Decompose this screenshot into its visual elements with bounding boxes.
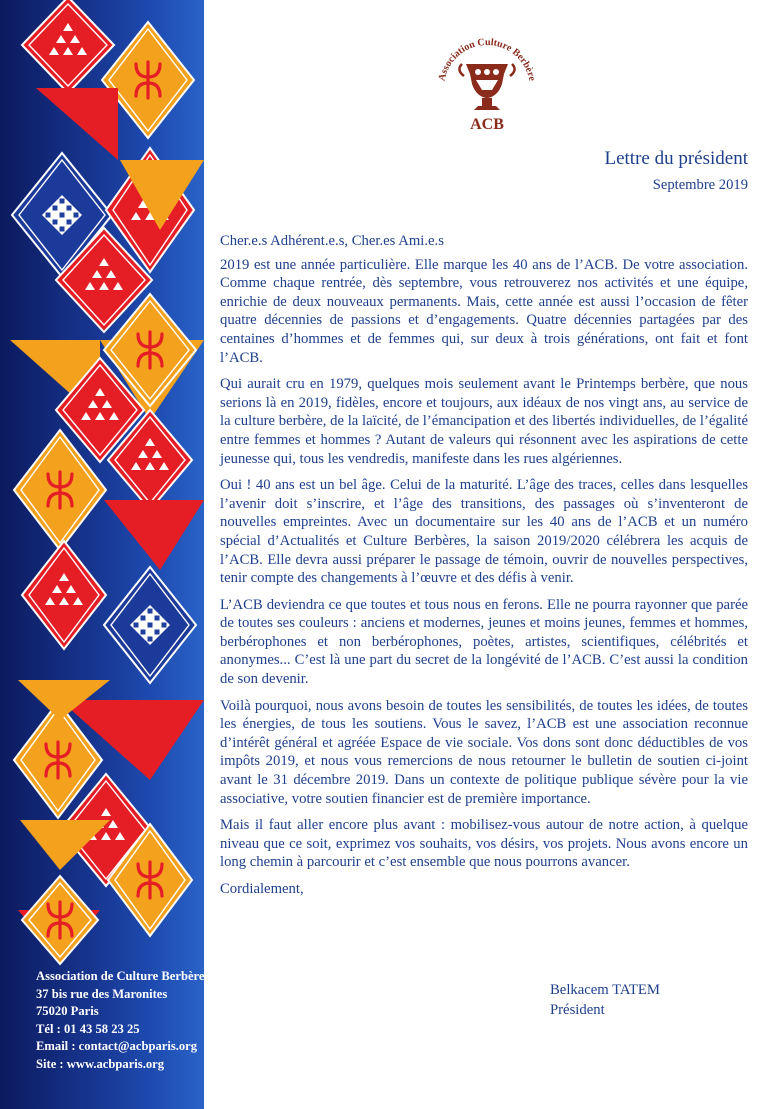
- letter-paragraph: 2019 est une année particulière. Elle marque les 40 ans de l’ACB. De votre association. Comme chaque rentrée, dès septembre, vous retrouverez nos activités et une équipe, enrichie de deux nouveaux permanents. Mais, cette année est aussi l’occasion de fêter quatre décennies de passions et d’engagements. Quatre décennies partagées par des centaines d’hommes et de femmes qui, sur deux à trois générations, ont fait et font l’ACB.: [220, 256, 748, 366]
- letter-closing: Cordialement,: [220, 881, 304, 897]
- letter-salutation: Cher.e.s Adhérent.e.s, Cher.es Ami.e.s: [220, 233, 444, 249]
- logo-ring-text: Association Culture Berbère: [436, 36, 538, 83]
- signature-block: [550, 980, 660, 1020]
- signatory-role: Président: [550, 1002, 605, 1018]
- letter-paragraph: Oui ! 40 ans est un bel âge. Celui de la maturité. L’âge des traces, celles dans lesquelles l’avenir doit s’inscrire, et l’âge des transitions, des passages où s’inventeront de nouvelles empreintes. Avec un documentaire sur les 40 ans de l’ACB et un numéro spécial d’Actualités et Culture Berbères, la saison 2019/2020 célébrera les acquis de l’ACB. Elle devra aussi préparer le passage de témoin, ouvrir de nouvelles perspectives, tenir compte des changements à l’œuvre et des défis à venir.: [220, 477, 748, 587]
- acb-logo-mark: [422, 26, 552, 136]
- red-diamond: [22, 0, 114, 93]
- decorative-triangle: [104, 500, 204, 570]
- letter-paragraph: Mais il faut aller encore plus avant : mobilisez-vous autour de notre action, à quelque niveau que ce soit, exprimez vos souhaits, vos désirs, vos projets. Nous avons encore un long chemin à parcourir et c’est ensemble que nous pourrons avancer.: [220, 817, 748, 871]
- sidebar-panel: [0, 0, 204, 1109]
- blue-diamond: [104, 567, 196, 683]
- red-diamond: [22, 541, 106, 649]
- association-name: Association de Culture Berbère: [36, 969, 204, 983]
- city-address: 75020 Paris: [36, 1004, 99, 1019]
- letter-title: Lettre du président: [604, 148, 748, 169]
- berber-pattern-decoration: [0, 0, 204, 1109]
- letter-paragraph: Qui aurait cru en 1979, quelques mois seulement avant le Printemps berbère, que nous serions là en 2019, fidèles, encore et toujours, aux idéaux de nos vingt ans, au service de la culture berbère, de la laïcité, de l’émancipation et des libertés individuelles, de l’égalité entre femmes et hommes ? Autant de valeurs qui résonnent avec les aspirations de cette jeunesse qui, tous les vendredis, manifeste dans les rues algériennes.: [220, 376, 748, 467]
- letter-date: Septembre 2019: [652, 177, 748, 193]
- vessel-icon: [459, 64, 514, 110]
- website-address: Site : www.acbparis.org: [36, 1056, 165, 1071]
- letter-body: [220, 232, 748, 907]
- street-address: 37 bis rue des Maronites: [36, 986, 168, 1001]
- letter-paragraph: L’ACB deviendra ce que toutes et tous nous en ferons. Elle ne pourra rayonner que parée de toutes ses couleurs : anciens et modernes, jeunes et moins jeunes, femmes et hommes, berbérophones et non berbérophones, poètes, artistes, scientifiques, célébrités et anonymes... C’est là une part du secret de la longévité de l’ACB. C’est aussi la condition de son devenir.: [220, 596, 748, 688]
- email-address: Email : contact@acbparis.org: [36, 1039, 198, 1054]
- contact-address-block: [36, 968, 202, 1074]
- phone-number: Tél : 01 43 58 23 25: [36, 1021, 140, 1036]
- signatory-name: Belkacem TATEM: [550, 982, 660, 998]
- decorative-triangle: [36, 88, 118, 160]
- acb-logo: [422, 26, 552, 136]
- orange-diamond: [22, 876, 98, 964]
- logo-acronym: ACB: [470, 116, 504, 133]
- letter-paragraph: Voilà pourquoi, nous avons besoin de toutes les sensibilités, de toutes les idées, de toutes les énergies, de tous les soutiens. Vous le savez, l’ACB est une association reconnue d’intérêt général et agréée Espace de vie sociale. Vos dons sont donc déductibles de vos impôts 2019, et nous vous remercions de nous retourner le bulletin de soutien ci-joint avant le 31 décembre 2019. Dans un contexte de politique publique sévère pour la vie associative, votre soutien financier est de première importance.: [220, 697, 748, 807]
